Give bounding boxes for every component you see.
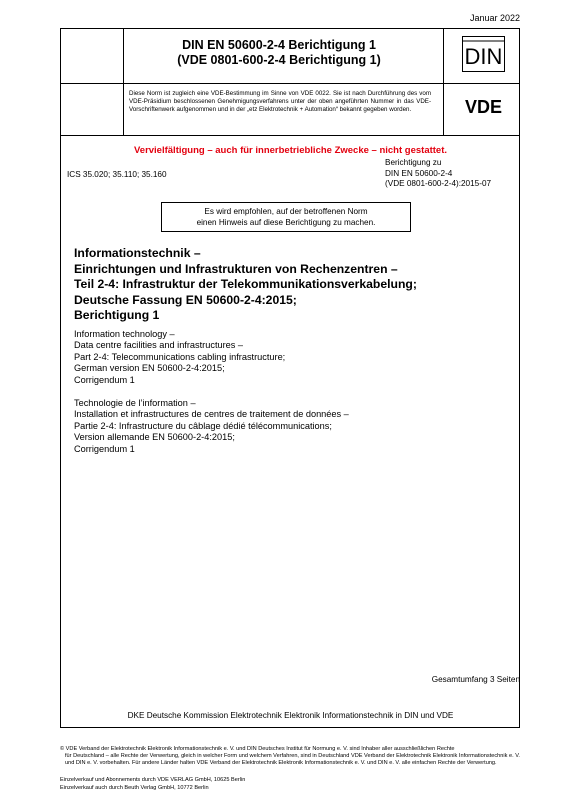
sales-beuth: Einzelverkauf auch durch Beuth Verlag GmbH, 10772 Berlin: [60, 785, 209, 791]
copy-warning: Vervielfältigung – auch für innerbetriebliche Zwecke – nicht gestattet.: [133, 145, 448, 156]
french-title-line: Version allemande EN 50600-2-4:2015;: [74, 432, 235, 443]
sales-vde: Einzelverkauf und Abonnements durch VDE VERLAG GmbH, 10625 Berlin: [60, 777, 246, 783]
din-logo-text: DIN: [464, 44, 503, 69]
french-title: [74, 398, 514, 455]
german-title: [74, 246, 514, 324]
copyright-line1: © VDE Verband der Elektrotechnik Elektronik Informationstechnik e. V. und DIN Deutsches Institut für Normung e. V. sind Inhaber aller ausschließlichen Rechte: [60, 746, 455, 752]
vde-logo-text: VDE: [464, 98, 503, 116]
english-title: [74, 329, 514, 386]
correction-reference: [385, 158, 491, 190]
english-title-line: German version EN 50600-2-4:2015;: [74, 363, 225, 374]
din-logo: [462, 36, 505, 72]
ics-codes: ICS 35.020; 35.110; 35.160: [67, 170, 167, 179]
german-title-line: Deutsche Fassung EN 50600-2-4:2015;: [74, 292, 297, 307]
vde-logo: [455, 98, 512, 116]
correction-reference-line1: Berichtigung zu: [385, 158, 442, 167]
document-title: [124, 38, 434, 68]
french-title-line: Technologie de l’information –: [74, 398, 196, 408]
frame-divider-notice: [61, 135, 519, 136]
document-title-line1: DIN EN 50600-2-4 Berichtigung 1: [182, 38, 376, 52]
german-title-line: Teil 2-4: Infrastruktur der Telekommunikationsverkabelung;: [74, 277, 417, 291]
german-title-line: Einrichtungen und Infrastrukturen von Rechenzentren –: [74, 261, 398, 276]
total-pages: Gesamtumfang 3 Seiten: [431, 675, 520, 684]
french-title-line: Installation et infrastructures de centres de traitement de données –: [74, 409, 349, 420]
english-title-line: Corrigendum 1: [74, 374, 135, 385]
english-title-line: Part 2-4: Telecommunications cabling infrastructure;: [74, 351, 286, 362]
copyright-rest: für Deutschland – alle Rechte der Verwertung, gleich in welcher Form und welchem Verfahren, sind in Deutschland VDE Verband der Elektrotechnik Elektronik Informationstechnik e. V. und DIN e. V. vorbehalten. Für andere Länder halten VDE Verband der Elektrotechnik Elektronik Informationstechnik e. V. und DIN e. V. alle einfachen Rechte der Verwertung.: [65, 752, 520, 766]
frame-right-column-divider: [443, 29, 444, 135]
issue-date: Januar 2022: [469, 13, 520, 23]
english-title-line: Information technology –: [74, 329, 175, 339]
frame-divider-title: [61, 83, 519, 84]
french-title-line: Partie 2-4: Infrastructure du câblage dédié télécommunications;: [74, 420, 332, 431]
german-title-line: Informationstechnik –: [74, 246, 201, 260]
recommendation-box: [161, 202, 411, 232]
recommendation-line1: Es wird empfohlen, auf der betroffenen Norm: [204, 207, 368, 216]
french-title-line: Corrigendum 1: [74, 443, 135, 454]
document-title-line2: (VDE 0801-600-2-4 Berichtigung 1): [177, 53, 381, 67]
recommendation-line2: einen Hinweis auf diese Berichtigung zu machen.: [196, 217, 376, 227]
dke-commission: DKE Deutsche Kommission Elektrotechnik Elektronik Informationstechnik in DIN und VDE: [127, 711, 454, 720]
english-title-line: Data centre facilities and infrastructures –: [74, 340, 244, 351]
german-title-line: Berichtigung 1: [74, 308, 160, 322]
correction-reference-line2: DIN EN 50600-2-4: [385, 168, 453, 178]
correction-reference-line3: (VDE 0801-600-2-4):2015-07: [385, 179, 492, 188]
vde-notice: Diese Norm ist zugleich eine VDE-Bestimmung im Sinne von VDE 0022. Sie ist nach Durchführung des vom VDE-Präsidium beschlossenen Genehmigungsverfahrens unter der oben angeführten Nummer in das VDE-Vorschriftenwerk aufgenommen und in der „etz Elektrotechnik + Automation“ bekannt gegeben worden.: [129, 90, 431, 114]
copyright-notice: [60, 746, 520, 767]
